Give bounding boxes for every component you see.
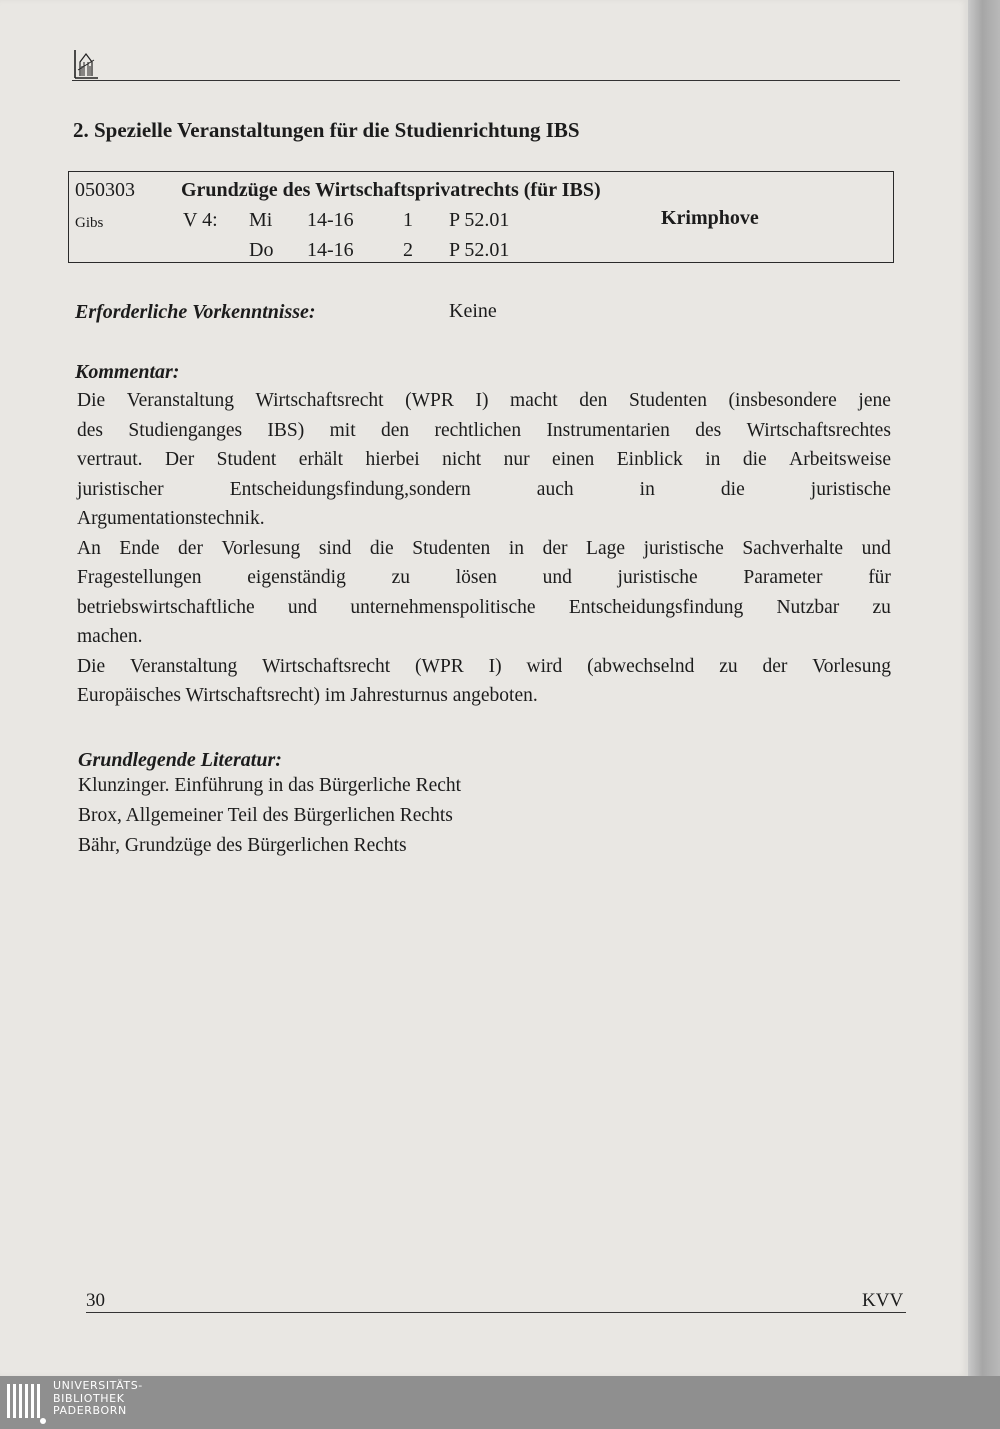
word: des <box>77 419 103 441</box>
literature-item: Klunzinger. Einführung in das Bürgerliche Recht <box>78 775 462 796</box>
course-box <box>68 171 894 263</box>
word: Studienganges <box>128 419 243 441</box>
word: An <box>77 537 101 559</box>
word: hierbei <box>365 449 420 470</box>
word: den <box>380 419 410 441</box>
library-barcode-logo-icon <box>6 1380 46 1426</box>
word: den <box>579 390 608 411</box>
section-title: 2. Spezielle Veranstaltungen für die Studienrichtung IBS <box>73 118 580 142</box>
word: erhält <box>298 449 344 470</box>
word: in <box>508 537 525 559</box>
word: IBS) <box>267 419 305 441</box>
page-edge <box>968 0 1000 1376</box>
commentary-text <box>77 386 891 711</box>
word: mit <box>329 419 356 441</box>
word: und <box>287 596 318 618</box>
library-name-line: PADERBORN <box>53 1404 127 1417</box>
commentary-line: Argumentationstechnik. <box>77 508 265 529</box>
word: lösen <box>455 567 497 588</box>
word: juristischer <box>77 478 164 500</box>
library-name-line: BIBLIOTHEK <box>53 1391 125 1405</box>
commentary-line: Europäisches Wirtschaftsrecht) im Jahresturnus angeboten. <box>77 685 538 706</box>
word: zu <box>872 596 891 618</box>
word: Vorlesung <box>812 655 891 677</box>
course-type: V 4: <box>183 209 218 231</box>
session-day: Do <box>249 239 274 261</box>
word: des <box>695 419 722 441</box>
literature-label: Grundlegende Literatur: <box>78 749 282 771</box>
word: die <box>369 537 394 559</box>
word: Wirtschaftsrecht <box>255 390 384 411</box>
word: I) <box>488 655 502 677</box>
word: und <box>861 537 891 559</box>
word: der <box>178 537 203 559</box>
course-code: 050303 <box>75 179 135 201</box>
commentary-line <box>77 563 891 593</box>
word: Lage <box>586 537 626 559</box>
word: Wirtschaftsrechtes <box>746 419 891 441</box>
word: und <box>542 567 572 588</box>
word: zu <box>719 655 738 677</box>
session-time: 14-16 <box>307 209 354 231</box>
word: auch <box>536 478 574 500</box>
course-lecturer: Krimphove <box>661 207 759 229</box>
commentary-line: machen. <box>77 626 143 647</box>
word: macht <box>510 390 558 411</box>
word: Instrumentarien <box>546 419 670 441</box>
word: Veranstaltung <box>126 390 234 411</box>
word: rechtlichen <box>434 419 522 441</box>
footer-rule <box>86 1312 906 1313</box>
library-footer-bar <box>0 1376 1000 1429</box>
word: (WPR <box>415 655 464 677</box>
word: Der <box>164 449 195 470</box>
word: wird <box>526 655 563 677</box>
header-rule <box>72 80 900 81</box>
literature-item: Brox, Allgemeiner Teil des Bürgerlichen Rechts <box>78 805 453 826</box>
word: juristische <box>643 537 724 559</box>
word: sind <box>318 537 352 559</box>
word: nicht <box>442 449 482 470</box>
word: in <box>705 449 721 470</box>
commentary-line <box>77 445 891 475</box>
word: Die <box>77 655 106 677</box>
footer-abbreviation: KVV <box>862 1290 904 1311</box>
word: juristische <box>810 478 891 500</box>
session-room: P 52.01 <box>449 209 510 231</box>
course-title: Grundzüge des Wirtschaftsprivatrechts (für IBS) <box>181 179 601 201</box>
word: Entscheidungsfindung,sondern <box>229 478 471 500</box>
commentary-line <box>77 416 891 446</box>
session-group: 1 <box>403 209 413 231</box>
word: die <box>720 478 745 500</box>
session-day: Mi <box>249 209 273 231</box>
university-logo-icon <box>72 48 100 80</box>
word: Fragestellungen <box>77 567 202 588</box>
word: Wirtschaftsrecht <box>262 655 391 677</box>
word: Nutzbar <box>776 596 840 618</box>
word: zu <box>391 567 410 588</box>
library-name-line: UNIVERSITÄTS- <box>53 1379 143 1392</box>
word: Vorlesung <box>221 537 301 559</box>
commentary-line <box>77 386 891 416</box>
commentary-line <box>77 652 891 682</box>
word: Sachverhalte <box>742 537 844 559</box>
word: für <box>868 567 891 588</box>
prerequisites-label: Erforderliche Vorkenntnisse: <box>75 301 316 323</box>
word: in <box>639 478 655 500</box>
word: Einblick <box>616 449 683 470</box>
word: (WPR <box>405 390 454 411</box>
word: Studenten <box>628 390 707 411</box>
word: I) <box>475 390 489 411</box>
word: juristische <box>617 567 698 588</box>
commentary-line <box>77 475 891 505</box>
word: der <box>762 655 788 677</box>
session-group: 2 <box>403 239 413 261</box>
word: (insbesondere <box>728 390 837 411</box>
literature-item: Bähr, Grundzüge des Bürgerlichen Rechts <box>78 835 407 856</box>
word: jene <box>858 390 891 411</box>
word: Parameter <box>743 567 823 588</box>
word: Ende <box>119 537 160 559</box>
word: Studenten <box>412 537 491 559</box>
word: Veranstaltung <box>130 655 238 677</box>
word: nur <box>503 449 530 470</box>
word: unternehmenspolitische <box>350 596 536 618</box>
commentary-line <box>77 593 891 623</box>
session-time: 14-16 <box>307 239 354 261</box>
commentary-label: Kommentar: <box>75 361 180 383</box>
word: betriebswirtschaftliche <box>77 596 255 618</box>
word: Student <box>216 449 277 470</box>
word: vertraut. <box>77 449 143 470</box>
word: Arbeitsweise <box>789 449 891 470</box>
word: Entscheidungsfindung <box>568 596 744 618</box>
library-name <box>53 1380 143 1418</box>
word: der <box>542 537 568 559</box>
course-programme: Gibs <box>75 215 104 231</box>
word: einen <box>552 449 595 470</box>
word: die <box>742 449 767 470</box>
word: eigenständig <box>247 567 346 588</box>
word: (abwechselnd <box>587 655 695 677</box>
session-room: P 52.01 <box>449 239 510 261</box>
commentary-line <box>77 534 891 564</box>
page-number: 30 <box>86 1290 105 1311</box>
word: Die <box>77 390 106 411</box>
prerequisites-value: Keine <box>449 300 497 322</box>
